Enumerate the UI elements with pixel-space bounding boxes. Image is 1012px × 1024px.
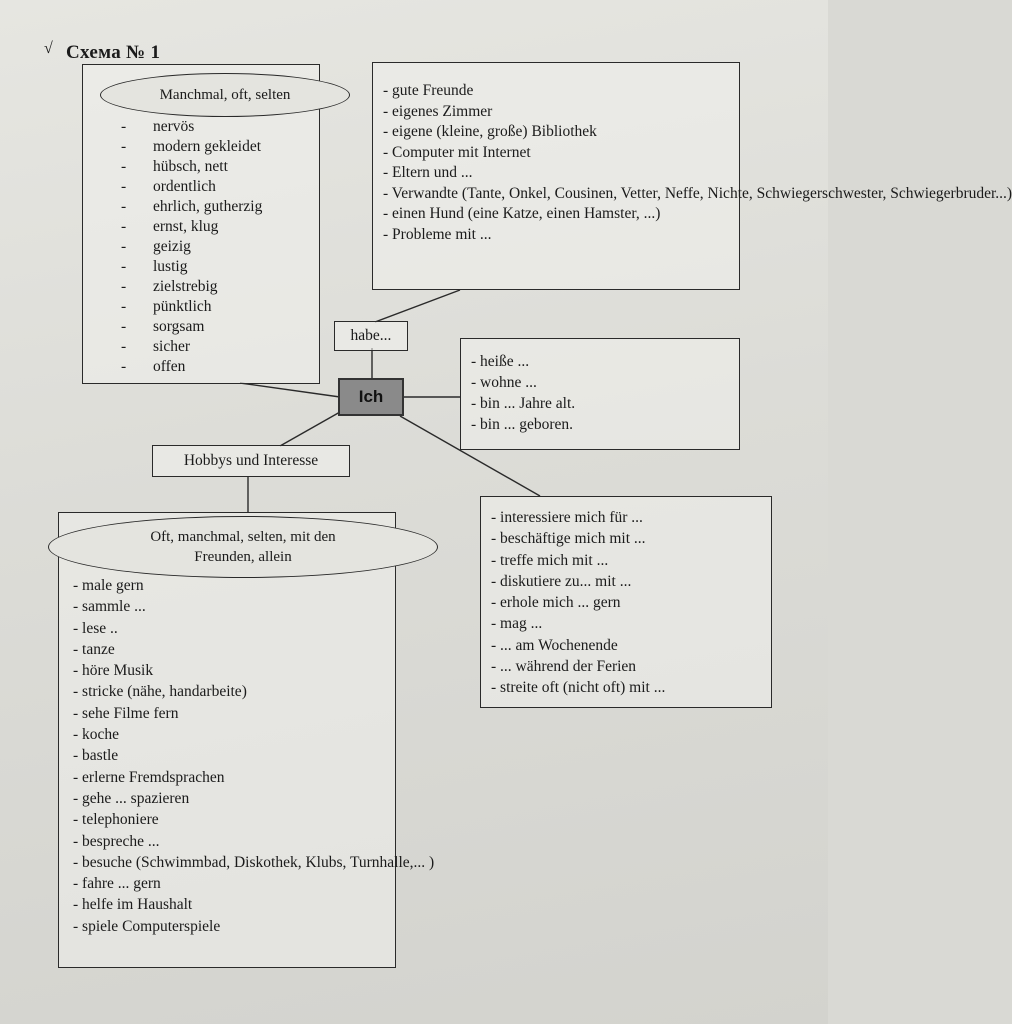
list-item: - einen Hund (eine Katze, einen Hamster, ...) (383, 205, 661, 222)
list-item: - geizig (121, 237, 262, 257)
list-item: - eigenes Zimmer (383, 102, 493, 120)
personal-box (460, 338, 740, 450)
list-item: - stricke (nähe, handarbeite) (73, 683, 247, 701)
list-item: - wohne ... (471, 374, 537, 391)
list-item: - heiße ... (471, 353, 530, 370)
list-item: - tanze (73, 640, 115, 658)
list-item: - bin ... geboren. (471, 416, 574, 433)
ellipse-label: Oft, manchmal, selten, mit den Freunden, allein (150, 529, 336, 565)
tick-mark: √ (44, 40, 53, 57)
list-item: - Probleme mit ... (383, 225, 492, 243)
list-item: - bastle (73, 747, 119, 765)
list-item: - diskutiere zu... mit ... (491, 572, 632, 590)
hobbys-label-box (152, 445, 350, 477)
list-item: - hübsch, nett (121, 157, 262, 177)
list-item: - nervös (121, 117, 262, 137)
list-item: - sicher (121, 337, 262, 357)
traits-frequency-ellipse (100, 73, 350, 117)
list-item: - interessiere mich für ... (491, 509, 643, 526)
line-traits-to-ich (240, 383, 340, 397)
list-item: - beschäftige mich mit ... (491, 530, 646, 548)
hobbies-box (58, 512, 435, 968)
line-ich-to-hobbys (280, 412, 340, 446)
list-item: - zielstrebig (121, 277, 262, 297)
list-item: - pünktlich (121, 297, 262, 317)
habe-label: habe... (350, 327, 392, 344)
personal-list (471, 351, 575, 435)
list-item: - mag ... (491, 615, 543, 633)
list-item: - offen (121, 357, 262, 377)
hobbys-label: Hobbys und Interesse (183, 452, 319, 469)
possessions-box (372, 62, 1012, 290)
list-item: - telephoniere (73, 811, 159, 829)
list-item: - ehrlich, gutherzig (121, 197, 262, 217)
list-item: - ... am Wochenende (491, 636, 618, 654)
list-item: - male gern (73, 577, 144, 594)
list-item: - ordentlich (121, 177, 262, 197)
list-item: - treffe mich mit ... (491, 551, 609, 569)
ellipse-label: Manchmal, oft, selten (159, 87, 291, 103)
list-item: - gute Freunde (383, 82, 474, 99)
list-item: - gehe ... spazieren (73, 789, 190, 807)
center-node-ich (338, 378, 404, 416)
hobbies-list (73, 575, 435, 937)
list-item: - sorgsam (121, 317, 262, 337)
list-item: - bin ... Jahre alt. (471, 395, 576, 412)
line-habe-to-possessions (375, 290, 460, 322)
list-item: - helfe im Haushalt (73, 896, 193, 914)
habe-label-box (334, 321, 408, 351)
list-item: - Computer mit Internet (383, 143, 531, 161)
interests-box (480, 496, 772, 708)
list-item: - sehe Filme fern (73, 704, 179, 722)
list-item: - modern gekleidet (121, 137, 262, 157)
list-item: - höre Musik (73, 662, 154, 680)
interests-list (491, 507, 665, 699)
list-item: - streite oft (nicht oft) mit ... (491, 679, 666, 697)
page-title: Схема № 1 (66, 42, 161, 63)
list-item: - ... während der Ferien (491, 658, 637, 676)
list-item: - lustig (121, 257, 262, 277)
list-item: - besuche (Schwimmbad, Diskothek, Klubs, Turnhalle,... ) (73, 853, 435, 871)
list-item: - ernst, klug (121, 217, 262, 237)
hobbies-frequency-ellipse (48, 516, 438, 578)
list-item: - erhole mich ... gern (491, 594, 621, 612)
list-item: - lese .. (73, 619, 118, 637)
list-item: - bespreche ... (73, 832, 160, 850)
possessions-list (383, 81, 1012, 245)
list-item: - eigene (kleine, große) Bibliothek (383, 123, 597, 140)
list-item: - erlerne Fremdsprachen (73, 768, 225, 786)
list-item: - fahre ... gern (73, 875, 161, 893)
list-item: - sammle ... (73, 598, 146, 616)
list-item: - spiele Computerspiele (73, 917, 221, 935)
list-item: - Verwandte (Tante, Onkel, Cousinen, Vetter, Neffe, Nichte, Schwiegerschwester, Schwiegerbruder...) (383, 184, 1012, 202)
traits-list (121, 117, 262, 377)
center-label: Ich (358, 387, 384, 406)
list-item: - Eltern und ... (383, 164, 473, 181)
list-item: - koche (73, 726, 120, 744)
